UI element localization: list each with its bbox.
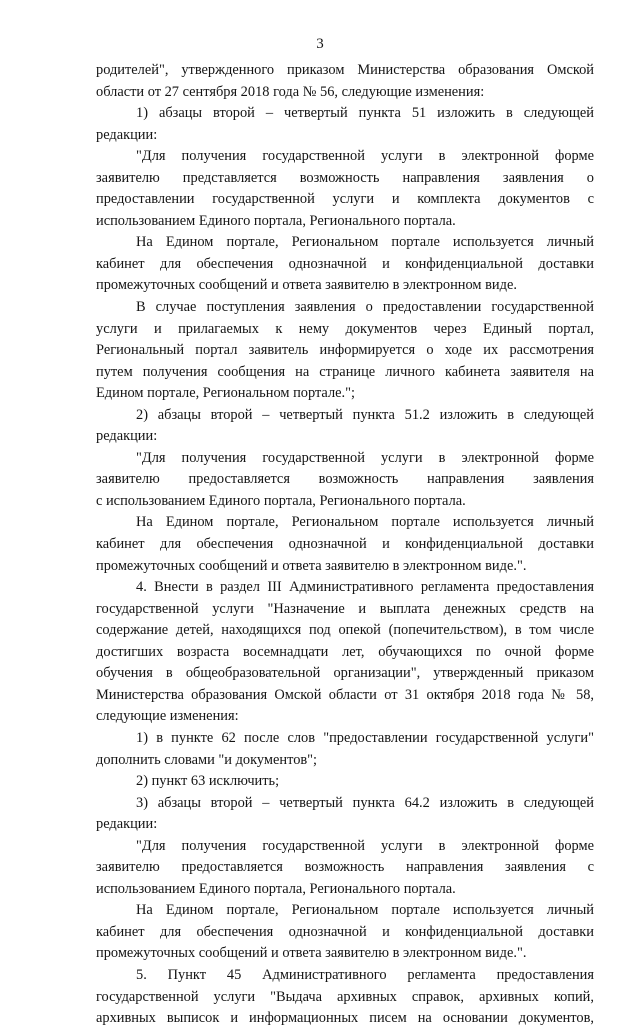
text-line: 5. Пункт 45 Административного регламента предоставления — [136, 966, 594, 983]
text-line: кабинет для обеспечения однозначной и конфиденциальной доставки — [96, 536, 594, 553]
text-line: "Для получения государственной услуги в электронной форме — [136, 837, 594, 854]
text-line: редакции: — [96, 126, 158, 143]
text-line: "Для получения государственной услуги в электронной форме — [136, 449, 594, 466]
page-number: 3 — [316, 36, 324, 52]
text-line: услуги и прилагаемых к нему документов через Единый портал, — [96, 320, 594, 337]
text-line: заявителю представляется возможность направления заявления о — [96, 169, 594, 186]
text-line: "Для получения государственной услуги в электронной форме — [136, 148, 594, 165]
text-line: Региональный портал заявитель информируется о ходе их рассмотрения — [96, 342, 594, 359]
text-line: 2) абзацы второй – четвертый пункта 51.2 изложить в следующей — [136, 406, 594, 423]
text-line: дополнить словами "и документов"; — [96, 751, 318, 768]
text-line: государственной услуги "Назначение и выплата денежных средств на — [96, 600, 594, 617]
text-line: достигших возраста восемнадцати лет, обучающихся по очной форме — [96, 643, 594, 660]
text-line: На Едином портале, Региональном портале используется личный — [136, 234, 594, 251]
text-line: 1) в пункте 62 после слов "предоставлении государственной услуги" — [136, 729, 594, 746]
text-line: На Едином портале, Региональном портале используется личный — [136, 902, 594, 919]
text-line: редакции: — [96, 428, 158, 445]
text-line: промежуточных сообщений и ответа заявителю в электронном виде.". — [96, 945, 527, 962]
text-line: промежуточных сообщений и ответа заявителю в электронном виде.". — [96, 557, 527, 574]
text-line: На Едином портале, Региональном портале используется личный — [136, 514, 594, 531]
text-line: с использованием Единого портала, Регионального портала. — [96, 492, 466, 509]
text-line: государственной услуги "Выдача архивных справок, архивных копий, — [96, 988, 594, 1005]
text-line: использованием Единого портала, Регионального портала. — [96, 212, 456, 229]
text-line: В случае поступления заявления о предоставлении государственной — [136, 299, 594, 316]
text-line: архивных выписок и информационных писем на основании документов, — [96, 1010, 594, 1027]
document-body — [96, 60, 594, 1030]
text-line: Едином портале, Региональном портале."; — [96, 385, 355, 402]
text-line: промежуточных сообщений и ответа заявителю в электронном виде. — [96, 277, 517, 294]
text-line: заявителю предоставляется возможность направления заявления — [96, 471, 594, 488]
text-line: родителей", утвержденного приказом Министерства образования Омской — [96, 62, 594, 78]
text-line: 2) пункт 63 исключить; — [136, 773, 280, 790]
text-line: кабинет для обеспечения однозначной и конфиденциальной доставки — [96, 923, 594, 940]
text-line: следующие изменения: — [96, 708, 239, 725]
text-line: обучения в общеобразовательной организации", утвержденный приказом — [96, 665, 594, 682]
text-line: 1) абзацы второй – четвертый пункта 51 изложить в следующей — [136, 105, 594, 122]
text-line: использованием Единого портала, Регионального портала. — [96, 880, 456, 897]
text-line: путем получения сообщения на странице личного кабинета заявителя на — [96, 363, 594, 380]
text-line: редакции: — [96, 816, 158, 833]
text-line: области от 27 сентября 2018 года № 56, следующие изменения: — [96, 83, 485, 100]
text-line: Министерства образования Омской области от 31 октября 2018 года № 58, — [96, 686, 594, 703]
text-line: 3) абзацы второй – четвертый пункта 64.2 изложить в следующей — [136, 794, 594, 811]
text-line: 4. Внести в раздел III Административного регламента предоставления — [136, 579, 594, 596]
text-line: предоставлении государственной услуги и комплекта документов с — [96, 191, 594, 208]
text-line: заявителю предоставляется возможность направления заявления с — [96, 859, 594, 876]
text-line: содержание детей, находящихся под опекой (попечительством), в том числе — [96, 622, 594, 639]
text-line: кабинет для обеспечения однозначной и конфиденциальной доставки — [96, 255, 594, 272]
